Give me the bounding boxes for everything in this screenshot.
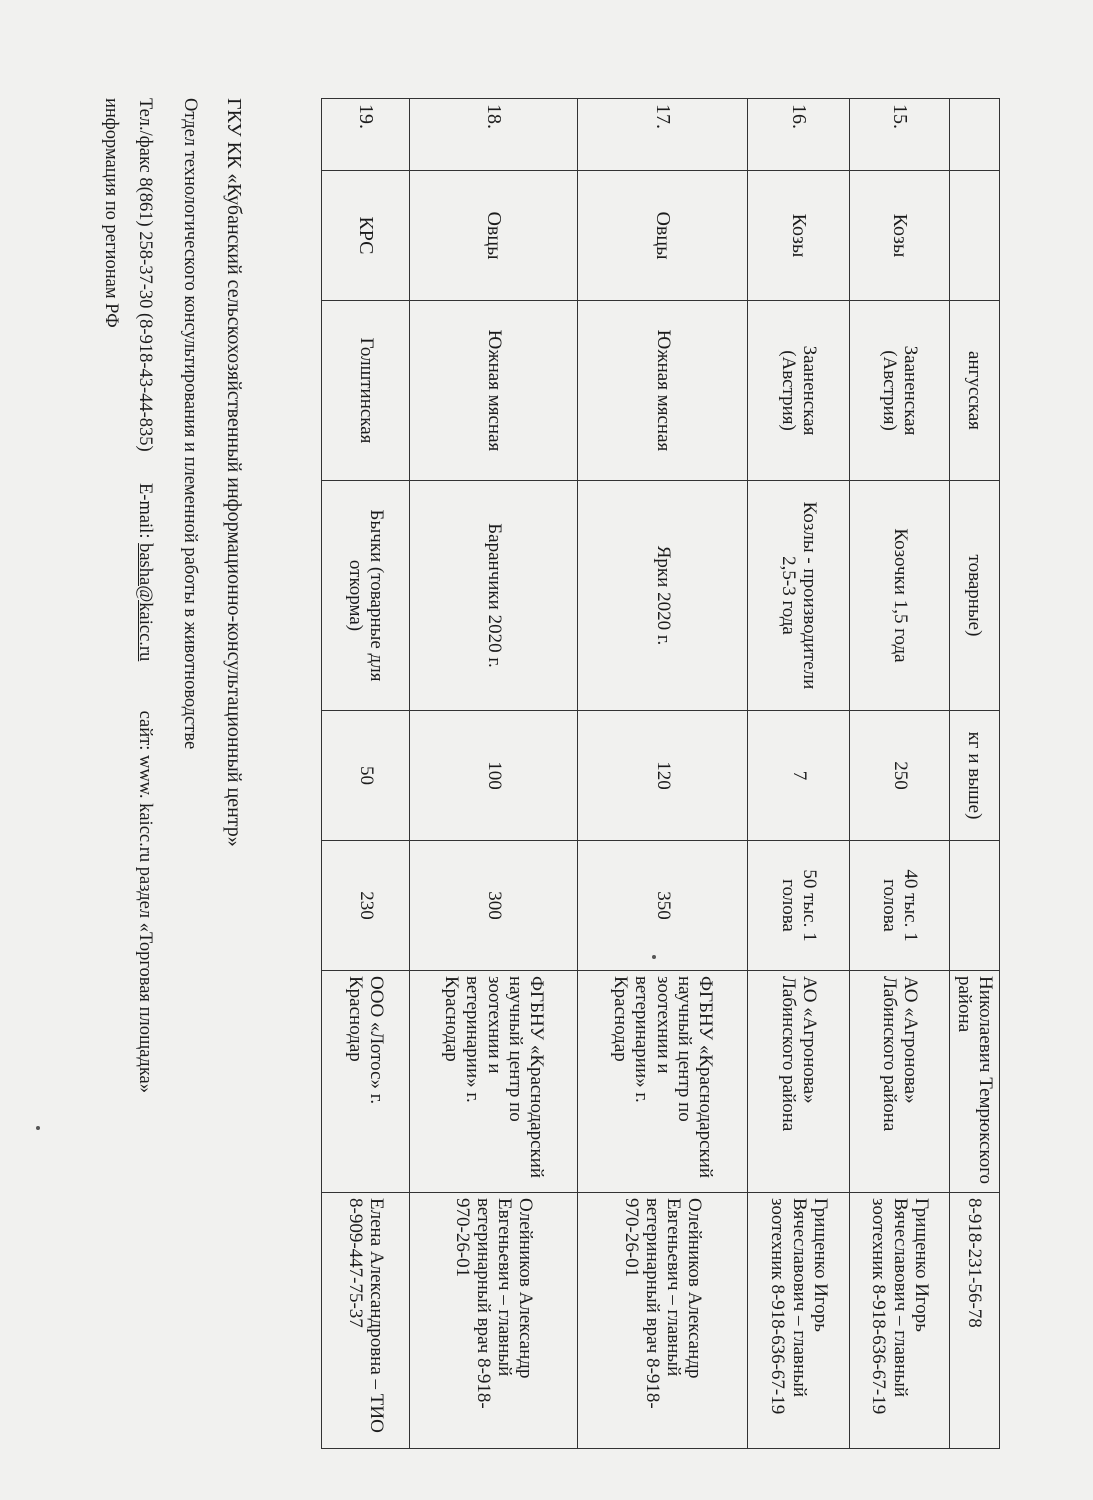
breed-cell: Южная мясная [578, 301, 748, 481]
organization-name: ГКУ КК «Кубанский сельскохозяйственный информационно-консультационный центр» [223, 98, 245, 847]
species-cell [950, 171, 1000, 301]
table-row [410, 99, 578, 1449]
quantity-cell [950, 841, 1000, 971]
category-cell: Ярки 2020 г. [578, 481, 748, 711]
price-cell: 7 [748, 711, 850, 841]
contact-cell: Грищенко Игорь Вячеславович – главный зоотехник 8-918-636-67-19 [850, 1193, 950, 1449]
vendor-cell: ФГБНУ «Краснодарский научный центр по зоотехнии и ветеринарии» г. Краснодар [578, 971, 748, 1193]
category-cell: Козочки 1,5 года [850, 481, 950, 711]
quantity-cell: 350 [578, 841, 748, 971]
quantity-cell: 40 тыс. 1 голова [850, 841, 950, 971]
table-row [322, 99, 410, 1449]
species-cell: Овцы [578, 171, 748, 301]
category-cell: Бычки (товарные для откорма) [322, 481, 410, 711]
contact-cell: 8-918-231-56-78 [950, 1193, 1000, 1449]
regions-info: информация по регионам РФ [101, 98, 121, 328]
contact-cell: Олейников Александр Евгеньевич – главный ветеринарный врач 8-918-970-26-01 [410, 1193, 578, 1449]
species-cell: Козы [850, 171, 950, 301]
row-number: 15. [850, 99, 950, 171]
vendor-cell: АО «Агронова» Лабинского района [850, 971, 950, 1193]
breed-cell: Голштинская [322, 301, 410, 481]
breed-cell: Зааненская (Австрия) [748, 301, 850, 481]
row-number: 17. [578, 99, 748, 171]
scan-speck [652, 955, 656, 959]
price-cell: 250 [850, 711, 950, 841]
species-cell: Овцы [410, 171, 578, 301]
row-number: 16. [748, 99, 850, 171]
phone-text: Тел./факс 8(861) 258-37-30 (8-918-43-44-835) [135, 98, 155, 452]
price-cell: 50 [322, 711, 410, 841]
vendor-cell: ФГБНУ «Краснодарский научный центр по зоотехнии и ветеринарии» г. Краснодар [410, 971, 578, 1193]
species-cell: КРС [322, 171, 410, 301]
quantity-cell: 230 [322, 841, 410, 971]
row-number: 18. [410, 99, 578, 171]
price-cell: кг и выше) [950, 711, 1000, 841]
species-cell: Козы [748, 171, 850, 301]
vendor-cell: Николаевич Темрюкского района [950, 971, 1000, 1193]
table-row [578, 99, 748, 1449]
quantity-cell: 300 [410, 841, 578, 971]
vendor-cell: АО «Агронова» Лабинского района [748, 971, 850, 1193]
table-row [748, 99, 850, 1449]
scan-speck [36, 1126, 40, 1130]
table-row [950, 99, 1000, 1449]
site-text: сайт: www. kaicc.ru раздел «Торговая площадка» [135, 710, 155, 1093]
contacts-line [134, 98, 155, 1438]
department-name: Отдел технологического консультирования и племенной работы в животноводстве [180, 98, 200, 750]
category-cell: Козлы - производители 2,5-3 года [748, 481, 850, 711]
breed-cell: Южная мясная [410, 301, 578, 481]
table-row [850, 99, 950, 1449]
email-label: E-mail: [135, 482, 155, 539]
breed-cell: Зааненская (Австрия) [850, 301, 950, 481]
price-cell: 120 [578, 711, 748, 841]
breed-cell: ангусская [950, 301, 1000, 481]
price-cell: 100 [410, 711, 578, 841]
row-number: 19. [322, 99, 410, 171]
contact-cell: Елена Александровна – ТИО 8-909-447-75-37 [322, 1193, 410, 1449]
row-number [950, 99, 1000, 171]
contact-cell: Олейников Александр Евгеньевич – главный ветеринарный врач 8-918-970-26-01 [578, 1193, 748, 1449]
category-cell: Баранчики 2020 г. [410, 481, 578, 711]
category-cell: товарные) [950, 481, 1000, 711]
contact-cell: Грищенко Игорь Вячеславович – главный зоотехник 8-918-636-67-19 [748, 1193, 850, 1449]
email-link[interactable]: basha@kaicc.ru [135, 543, 155, 662]
livestock-table [321, 98, 1000, 1449]
vendor-cell: ООО «Лотос» г. Краснодар [322, 971, 410, 1193]
quantity-cell: 50 тыс. 1 голова [748, 841, 850, 971]
